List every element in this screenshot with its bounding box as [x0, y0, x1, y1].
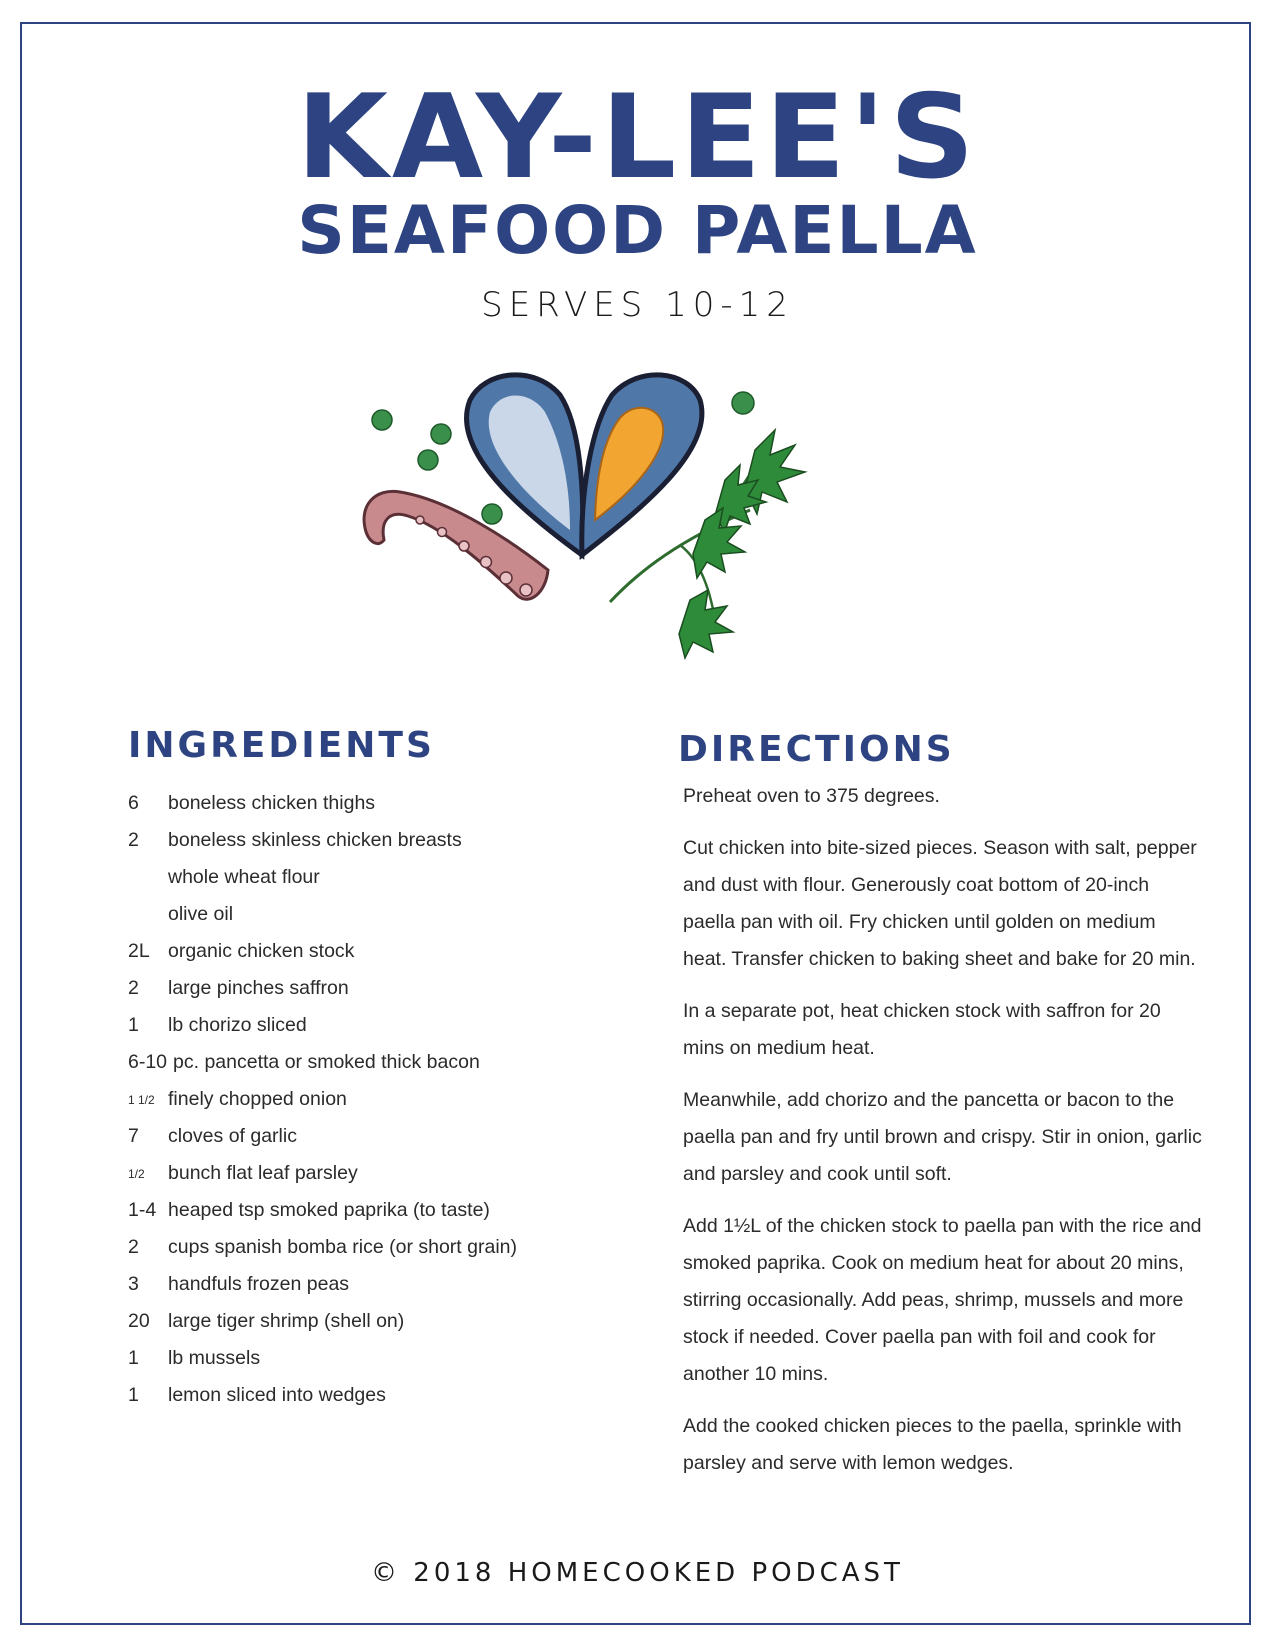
ingredient-qty: 1 1/2 — [128, 1092, 155, 1107]
ingredient-qty: 3 — [128, 1273, 139, 1295]
ingredient-item — [128, 1340, 598, 1377]
ingredient-name: bunch flat leaf parsley — [168, 1162, 358, 1184]
direction-step: In a separate pot, heat chicken stock with saffron for 20 mins on medium heat. — [683, 1000, 1161, 1059]
ingredient-name: lb chorizo sliced — [168, 1014, 307, 1036]
ingredient-qty: 1 — [128, 1384, 139, 1406]
ingredient-qty: 6 — [128, 792, 139, 814]
ingredient-qty: 20 — [128, 1310, 150, 1332]
ingredient-qty: 1 — [128, 1014, 139, 1036]
ingredient-name: large pinches saffron — [168, 977, 349, 999]
copyright-footer: © 2018 HOMECOOKED PODCAST — [371, 1558, 904, 1588]
ingredient-name: organic chicken stock — [168, 940, 355, 962]
recipe-illustration — [360, 370, 840, 670]
ingredient-qty: 7 — [128, 1125, 139, 1147]
ingredient-item — [128, 785, 598, 822]
ingredient-item — [128, 1266, 598, 1303]
ingredient-item — [128, 933, 598, 970]
ingredient-name: olive oil — [168, 903, 234, 925]
ingredient-item — [128, 1229, 598, 1266]
directions-list — [683, 778, 1203, 1497]
ingredient-item — [128, 822, 598, 859]
direction-step: Add the cooked chicken pieces to the paella, sprinkle with parsley and serve with lemon wedges. — [683, 1415, 1182, 1474]
ingredient-item — [128, 1081, 598, 1118]
ingredient-name: heaped tsp smoked paprika (to taste) — [168, 1199, 490, 1221]
ingredient-name: pc. pancetta or smoked thick bacon — [173, 1051, 480, 1073]
ingredient-name: lb mussels — [168, 1347, 261, 1369]
ingredient-qty: 2 — [128, 829, 139, 851]
recipe-title: KAY-LEE'S — [296, 69, 979, 205]
ingredient-name: lemon sliced into wedges — [168, 1384, 386, 1406]
direction-step: Cut chicken into bite-sized pieces. Season with salt, pepper and dust with flour. Generously coat bottom of 20-inch paella pan with oil. Fry chicken until golden on medium heat. Transfer chicken to baking sheet and bake for 20 min. — [683, 837, 1197, 970]
ingredients-heading: INGREDIENTS — [128, 725, 435, 766]
recipe-subtitle: SEAFOOD PAELLA — [297, 192, 978, 269]
ingredient-qty: 2 — [128, 1236, 139, 1258]
ingredient-qty: 2L — [128, 940, 150, 962]
ingredient-name: handfuls frozen peas — [168, 1273, 350, 1295]
ingredient-item — [128, 1044, 598, 1081]
direction-step: Preheat oven to 375 degrees. — [683, 785, 940, 807]
ingredient-item — [128, 1377, 598, 1414]
direction-step: Meanwhile, add chorizo and the pancetta or bacon to the paella pan and fry until brown and crispy. Stir in onion, garlic and parsley and cook until soft. — [683, 1089, 1202, 1185]
ingredient-item — [128, 859, 598, 896]
ingredient-name: cups spanish bomba rice (or short grain) — [168, 1236, 517, 1258]
ingredient-name: finely chopped onion — [168, 1088, 347, 1110]
direction-step: Add 1½L of the chicken stock to paella pan with the rice and smoked paprika. Cook on medium heat for about 20 mins, stirring occasionally. Add peas, shrimp, mussels and more stock if needed. Cover paella pan with foil and cook for another 10 mins. — [683, 1215, 1202, 1385]
ingredient-name: cloves of garlic — [168, 1125, 297, 1147]
ingredients-list — [128, 785, 598, 1414]
ingredient-qty: 2 — [128, 977, 139, 999]
directions-heading: DIRECTIONS — [678, 729, 955, 770]
ingredient-qty: 1/2 — [128, 1166, 145, 1181]
ingredient-name: whole wheat flour — [168, 866, 320, 888]
mussel-heart-icon — [467, 375, 702, 555]
ingredient-item — [128, 1303, 598, 1340]
ingredient-item — [128, 1155, 598, 1192]
ingredient-item — [128, 1118, 598, 1155]
ingredient-name: large tiger shrimp (shell on) — [168, 1310, 405, 1332]
ingredient-name: boneless skinless chicken breasts — [168, 829, 462, 851]
ingredient-qty: 6-10 — [128, 1051, 168, 1073]
ingredient-qty: 1 — [128, 1347, 139, 1369]
ingredient-item — [128, 1007, 598, 1044]
ingredient-qty: 1-4 — [128, 1199, 157, 1221]
ingredient-item — [128, 896, 598, 933]
serves-count: SERVES 10-12 — [481, 285, 794, 325]
ingredient-item — [128, 970, 598, 1007]
ingredient-item — [128, 1192, 598, 1229]
ingredient-name: boneless chicken thighs — [168, 792, 376, 814]
